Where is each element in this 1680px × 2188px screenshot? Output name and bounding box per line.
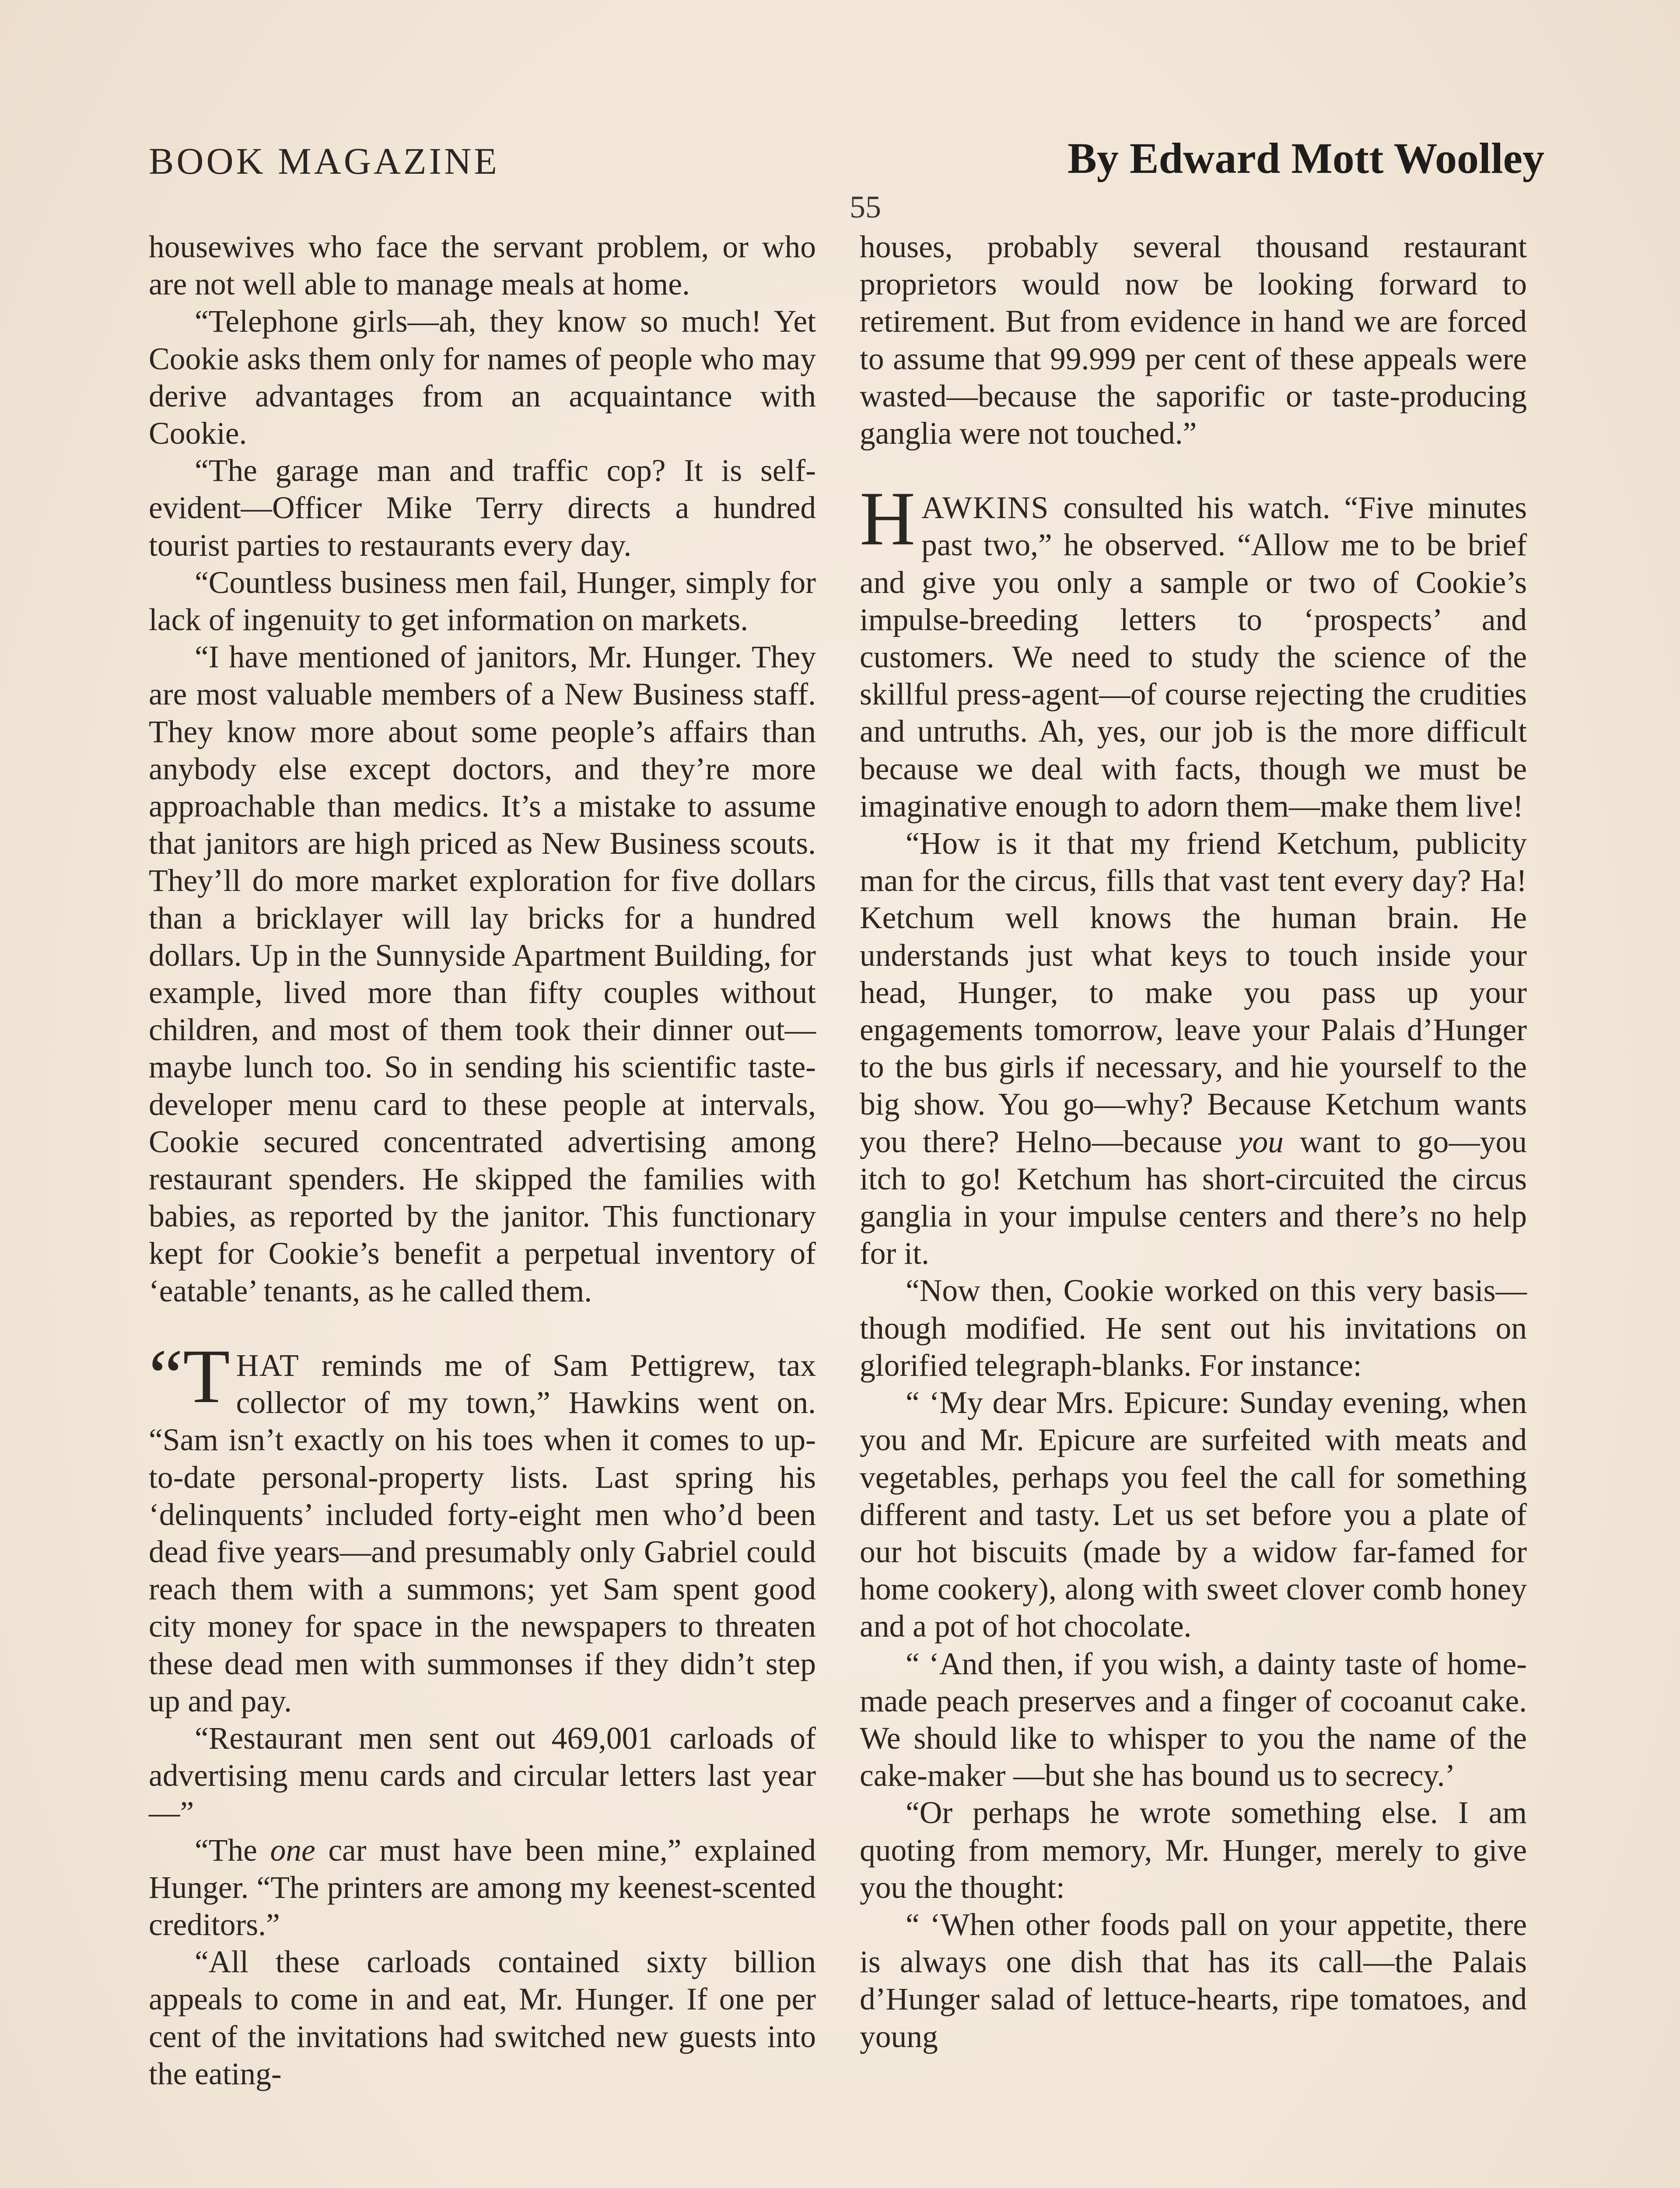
section-paragraph	[149, 1333, 816, 1720]
paragraph-text: consulted his watch. “Five minutes past two,” he observed. “Allow me to be brief and give you only a sample or two of Cookie’s impulse-breeding letters to ‘prospects’ and customers. We need to study the science of the skillful press-agent—of course rejecting the crudities and untruths. Ah, yes, our job is the more difficult because we deal with facts, though we must be imaginative enough to adorn them—make them live!	[860, 491, 1527, 824]
paragraph-text: “The	[195, 1833, 270, 1868]
author-byline: By Edward Mott Woolley	[1068, 134, 1544, 182]
paragraph: “I have mentioned of janitors, Mr. Hunger. They are most valuable members of a New Business staff. They know more about some people’s affairs than anybody else except doctors, and they’re more approachable than medics. It’s a mistake to assume that janitors are high priced as New Business scouts. They’ll do more market exploration for five dollars than a bricklayer will lay bricks for a hundred dollars. Up in the Sunnyside Apartment Building, for example, lived more than fifty couples without children, and most of them took their dinner out—maybe lunch too. So in sending his scientific taste-developer menu card to these people at intervals, Cookie secured concentrated advertising among restaurant spenders. He skipped the families with babies, as reported by the janitor. This functionary kept for Cookie’s benefit a perpetual inventory of ‘eatable’ tenants, as he called them.	[149, 640, 816, 1308]
drop-cap: H	[860, 476, 916, 562]
paragraph	[149, 1832, 816, 1944]
paragraph: “ ‘My dear Mrs. Epicure: Sunday evening, when you and Mr. Epicure are surfeited with meats and vegetables, perhaps you feel the call for something different and tasty. Let us set before you a plate of our hot biscuits (made by a widow far-famed for home cookery), along with sweet clover comb honey and a pot of hot chocolate.	[860, 1385, 1527, 1644]
paragraph-text: car must have been mine,” explained Hunger. “The printers are among my keenest-scented creditors.”	[149, 1833, 816, 1942]
magazine-title: BOOK MAGAZINE	[149, 140, 500, 182]
emphasis-text: you	[1238, 1124, 1284, 1159]
paragraph: “Now then, Cookie worked on this very basis—though modified. He sent out his invitations on glorified telegraph-blanks. For instance:	[860, 1273, 1527, 1383]
paragraph: “All these carloads contained sixty billion appeals to come in and eat, Mr. Hunger. If one per cent of the invitations had switched new guests into the eating-	[149, 1945, 816, 2091]
section-break	[149, 1310, 816, 1347]
paragraph: housewives who face the servant problem, or who are not well able to manage meals at home.	[149, 230, 816, 302]
right-column	[860, 228, 1527, 2188]
page-number: 55	[850, 189, 881, 224]
drop-cap: “T	[149, 1333, 230, 1419]
paragraph: “ ‘And then, if you wish, a dainty taste of home-made peach preserves and a finger of cocoanut cake. We should like to whisper to you the name of the cake-maker —but she has bound us to secrecy.’	[860, 1646, 1527, 1793]
paragraph-text: want to go—you itch to go! Ketchum has short-circuited the circus ganglia in your impulse centers and there’s no help for it.	[860, 1124, 1527, 1271]
paragraph: “ ‘When other foods pall on your appetite, there is always one dish that has its call—the Palais d’Hunger salad of lettuce-hearts, ripe tomatoes, and young	[860, 1907, 1527, 2054]
paragraph-text: “How is it that my friend Ketchum, publicity man for the circus, fills that vast tent every day? Ha! Ketchum well knows the human brain. He understands just what keys to touch inside your head, Hunger, to make you pass up your engagements tomorrow, leave your Palais d’Hunger to the bus girls if necessary, and hie yourself to the big show. You go—why? Because Ketchum wants you there?	[860, 826, 1527, 1159]
paragraph: houses, probably several thousand restaurant proprietors would now be looking forward to retirement. But from evidence in hand we are forced to assume that 99.999 per cent of these appeals were wasted—because the saporific or taste-producing ganglia were not touched.”	[860, 230, 1527, 451]
paragraph-text: Helno—because	[1015, 1124, 1239, 1159]
lead-in-caps: AWKINS	[921, 491, 1050, 526]
left-column	[149, 228, 816, 2188]
section-paragraph	[860, 476, 1527, 825]
paragraph: “Restaurant men sent out 469,001 carloads of advertising menu cards and circular letters last year—”	[149, 1721, 816, 1830]
section-break	[860, 452, 1527, 489]
paragraph-text: reminds me of Sam Pettigrew, tax collector of my town,” Hawkins went on. “Sam isn’t exactly on his toes when it comes to up-to-date personal-property lists. Last spring his ‘delinquents’ included forty-eight men who’d been dead five years—and presumably only Gabriel could reach them with a summons; yet Sam spent good city money for space in the newspapers to threaten these dead men with summonses if they didn’t step up and pay.	[149, 1348, 816, 1718]
page-header	[149, 131, 1544, 193]
paragraph	[860, 825, 1527, 1272]
emphasis-text: one	[270, 1833, 315, 1868]
paragraph: “Telephone girls—ah, they know so much! Yet Cookie asks them only for names of people who may derive advantages from an acquaintance with Cookie.	[149, 304, 816, 451]
paragraph: “Or perhaps he wrote something else. I am quoting from memory, Mr. Hunger, merely to give you the thought:	[860, 1795, 1527, 1905]
paragraph: “The garage man and traffic cop? It is self-evident—Officer Mike Terry directs a hundred tourist parties to restaurants every day.	[149, 453, 816, 563]
lead-in-caps: HAT	[236, 1348, 300, 1383]
paragraph: “Countless business men fail, Hunger, simply for lack of ingenuity to get information on markets.	[149, 565, 816, 638]
